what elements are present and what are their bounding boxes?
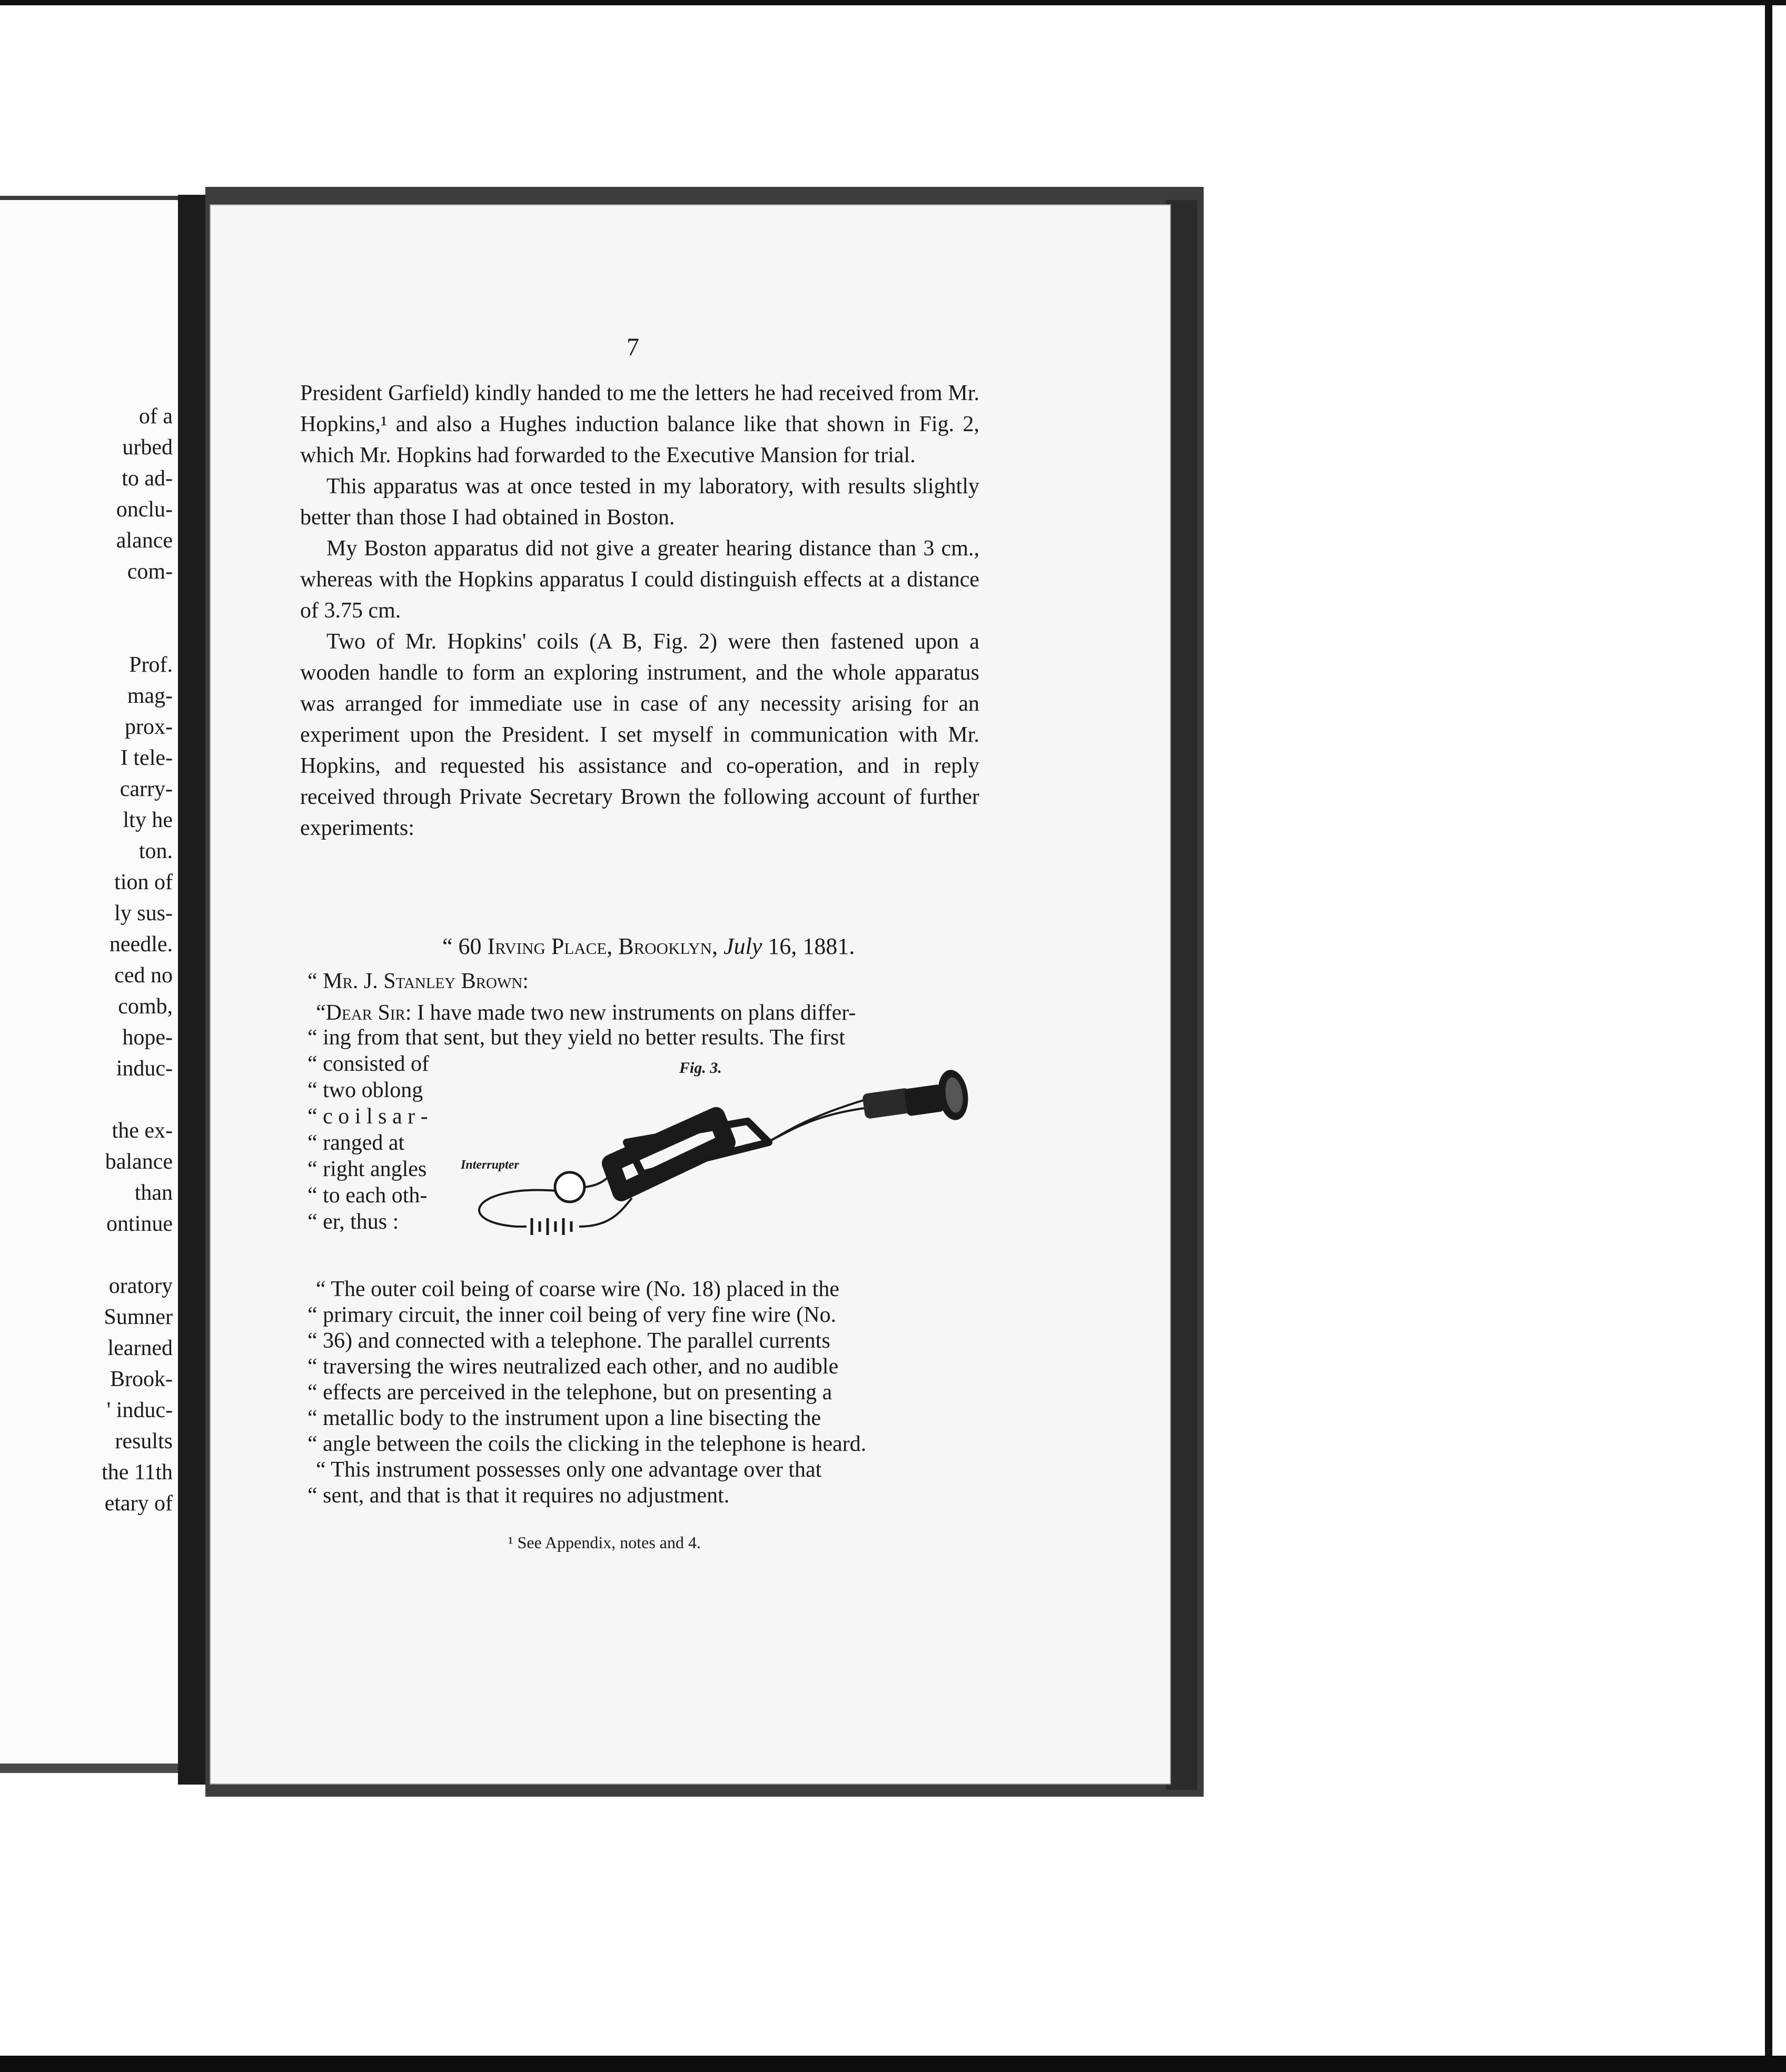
scan-border-right bbox=[1765, 0, 1772, 2072]
wire-battery-coil bbox=[579, 1198, 632, 1227]
page-number: 7 bbox=[627, 333, 639, 361]
left-page-line: Prof. bbox=[129, 653, 173, 677]
left-page-line: to ad- bbox=[122, 466, 173, 491]
after-figure-line: “ The outer coil being of coarse wire (No. 18) placed in the bbox=[316, 1277, 840, 1301]
dear-open: “ bbox=[316, 1001, 326, 1025]
book-spine bbox=[178, 195, 210, 1785]
left-page-line: urbed bbox=[122, 435, 173, 460]
narrow-line: “ c o i l s a r - bbox=[307, 1104, 428, 1129]
wire-coil-telephone-1 bbox=[758, 1100, 864, 1148]
narrow-line: “ ranged at bbox=[307, 1131, 405, 1155]
address-month: July bbox=[723, 933, 762, 959]
figure-label: Fig. 3. bbox=[679, 1059, 722, 1077]
footnote: ¹ See Appendix, notes and 4. bbox=[508, 1533, 701, 1552]
left-page-line: oratory bbox=[108, 1274, 173, 1298]
scan-border-top bbox=[0, 0, 1786, 5]
narrow-line: “ consisted of bbox=[307, 1052, 429, 1076]
left-page-line: needle. bbox=[109, 932, 173, 957]
after-figure-line: “ traversing the wires neutralized each other, and no audible bbox=[307, 1354, 839, 1379]
after-figure-line: “ primary circuit, the inner coil being of very fine wire (No. bbox=[307, 1303, 837, 1327]
after-figure-line: “ This instrument possesses only one advantage over that bbox=[316, 1458, 822, 1482]
letter-line-2: “ ing from that sent, but they yield no better results. The first bbox=[307, 1025, 846, 1050]
letter-salutation bbox=[307, 969, 529, 994]
battery bbox=[532, 1218, 571, 1235]
wire-coil-telephone-2 bbox=[769, 1108, 869, 1141]
left-page-line: com- bbox=[127, 560, 173, 584]
after-figure-line: “ effects are perceived in the telephone, but on presenting a bbox=[307, 1380, 832, 1404]
paragraph-4: Two of Mr. Hopkins' coils (A B, Fig. 2) were then fastened upon a wooden handle to form an exploring instrument, and the whole apparatus was arranged for immediate use in case of any necessity arising for an experiment upon the President. I set myself in communication with Mr. Hopkins, and requested his assistance and co-operation, and in reply received through Private Secretary Brown the following account of further experiments: bbox=[300, 630, 979, 840]
after-figure-line: “ metallic body to the instrument upon a line bisecting the bbox=[307, 1406, 821, 1430]
left-page-line: lty he bbox=[123, 808, 173, 832]
left-page-bottom bbox=[0, 1764, 190, 1773]
left-page-line: Sumner bbox=[104, 1305, 173, 1329]
left-page-line: ontinue bbox=[106, 1212, 173, 1236]
left-page-line: I tele- bbox=[120, 746, 173, 770]
left-page-line: alance bbox=[116, 529, 173, 553]
interrupter-circle bbox=[555, 1172, 584, 1202]
left-page-line: tion of bbox=[114, 870, 173, 894]
dear-sir: Dear Sir: bbox=[325, 1001, 412, 1025]
left-page-line: hope- bbox=[122, 1025, 173, 1050]
letter-address bbox=[442, 933, 855, 960]
left-page-line: the ex- bbox=[112, 1119, 173, 1143]
telephone-receiver bbox=[862, 1068, 971, 1122]
left-page-line: prox- bbox=[125, 715, 173, 739]
address-date: 16, 1881. bbox=[762, 933, 855, 959]
paragraph-3: My Boston apparatus did not give a greater hearing distance than 3 cm., whereas with the Hopkins apparatus I could distinguish effects at a distance of 3.75 cm. bbox=[300, 536, 979, 623]
left-page-line: onclu- bbox=[116, 497, 173, 522]
narrow-line: “ er, thus : bbox=[307, 1210, 399, 1234]
narrow-line: “ right angles bbox=[307, 1157, 427, 1181]
salutation-name: Mr. J. Stanley Brown: bbox=[323, 969, 529, 993]
scan-border-bottom bbox=[0, 2056, 1786, 2072]
left-page-line: ly sus- bbox=[114, 901, 173, 925]
address-open: “ 60 bbox=[442, 933, 488, 959]
wire-interrupter-loop bbox=[479, 1190, 556, 1227]
interrupter-label: Interrupter bbox=[461, 1158, 519, 1172]
left-page-line: results bbox=[115, 1429, 173, 1453]
address-place: Irving Place, Brooklyn, bbox=[487, 933, 718, 959]
after-figure-line: “ angle between the coils the clicking in the telephone is heard. bbox=[307, 1432, 867, 1456]
left-page-line: comb, bbox=[118, 994, 173, 1019]
left-page-line: ced no bbox=[114, 963, 173, 988]
left-page-line: etary of bbox=[104, 1491, 173, 1516]
left-page-line: ' induc- bbox=[106, 1398, 173, 1422]
left-page-line: induc- bbox=[116, 1057, 173, 1081]
left-page bbox=[0, 200, 178, 1769]
left-page-line: balance bbox=[105, 1150, 173, 1174]
letter-line-1-rest: I have made two new instruments on plans differ- bbox=[411, 1001, 856, 1025]
letter-line-1 bbox=[316, 1002, 856, 1024]
left-page-line: mag- bbox=[127, 684, 173, 708]
after-figure-line: “ sent, and that is that it requires no adjustment. bbox=[307, 1483, 730, 1508]
body-text bbox=[300, 378, 979, 844]
paragraph-1: President Garfield) kindly handed to me the letters he had received from Mr. Hopkins,¹ and also a Hughes induction balance like that shown in Fig. 2, which Mr. Hopkins had forwarded to the Executive Mansion for trial. bbox=[300, 381, 979, 467]
narrow-line: “ to each oth- bbox=[307, 1183, 428, 1208]
figure-3-diagram bbox=[453, 1053, 990, 1242]
after-figure-line: “ 36) and connected with a telephone. The parallel currents bbox=[307, 1329, 830, 1353]
left-page-line: Brook- bbox=[110, 1367, 173, 1391]
left-page-line: ton. bbox=[138, 839, 173, 863]
left-page-line: than bbox=[134, 1181, 173, 1205]
salutation-open: “ bbox=[307, 969, 323, 993]
paragraph-2: This apparatus was at once tested in my laboratory, with results slightly better than those I had obtained in Boston. bbox=[300, 474, 979, 530]
left-page-line: the 11th bbox=[102, 1460, 173, 1485]
left-page-line: of a bbox=[138, 404, 173, 429]
narrow-line: “ two oblong bbox=[307, 1078, 423, 1102]
left-page-line: learned bbox=[107, 1336, 173, 1360]
left-page-line: carry- bbox=[120, 777, 173, 801]
